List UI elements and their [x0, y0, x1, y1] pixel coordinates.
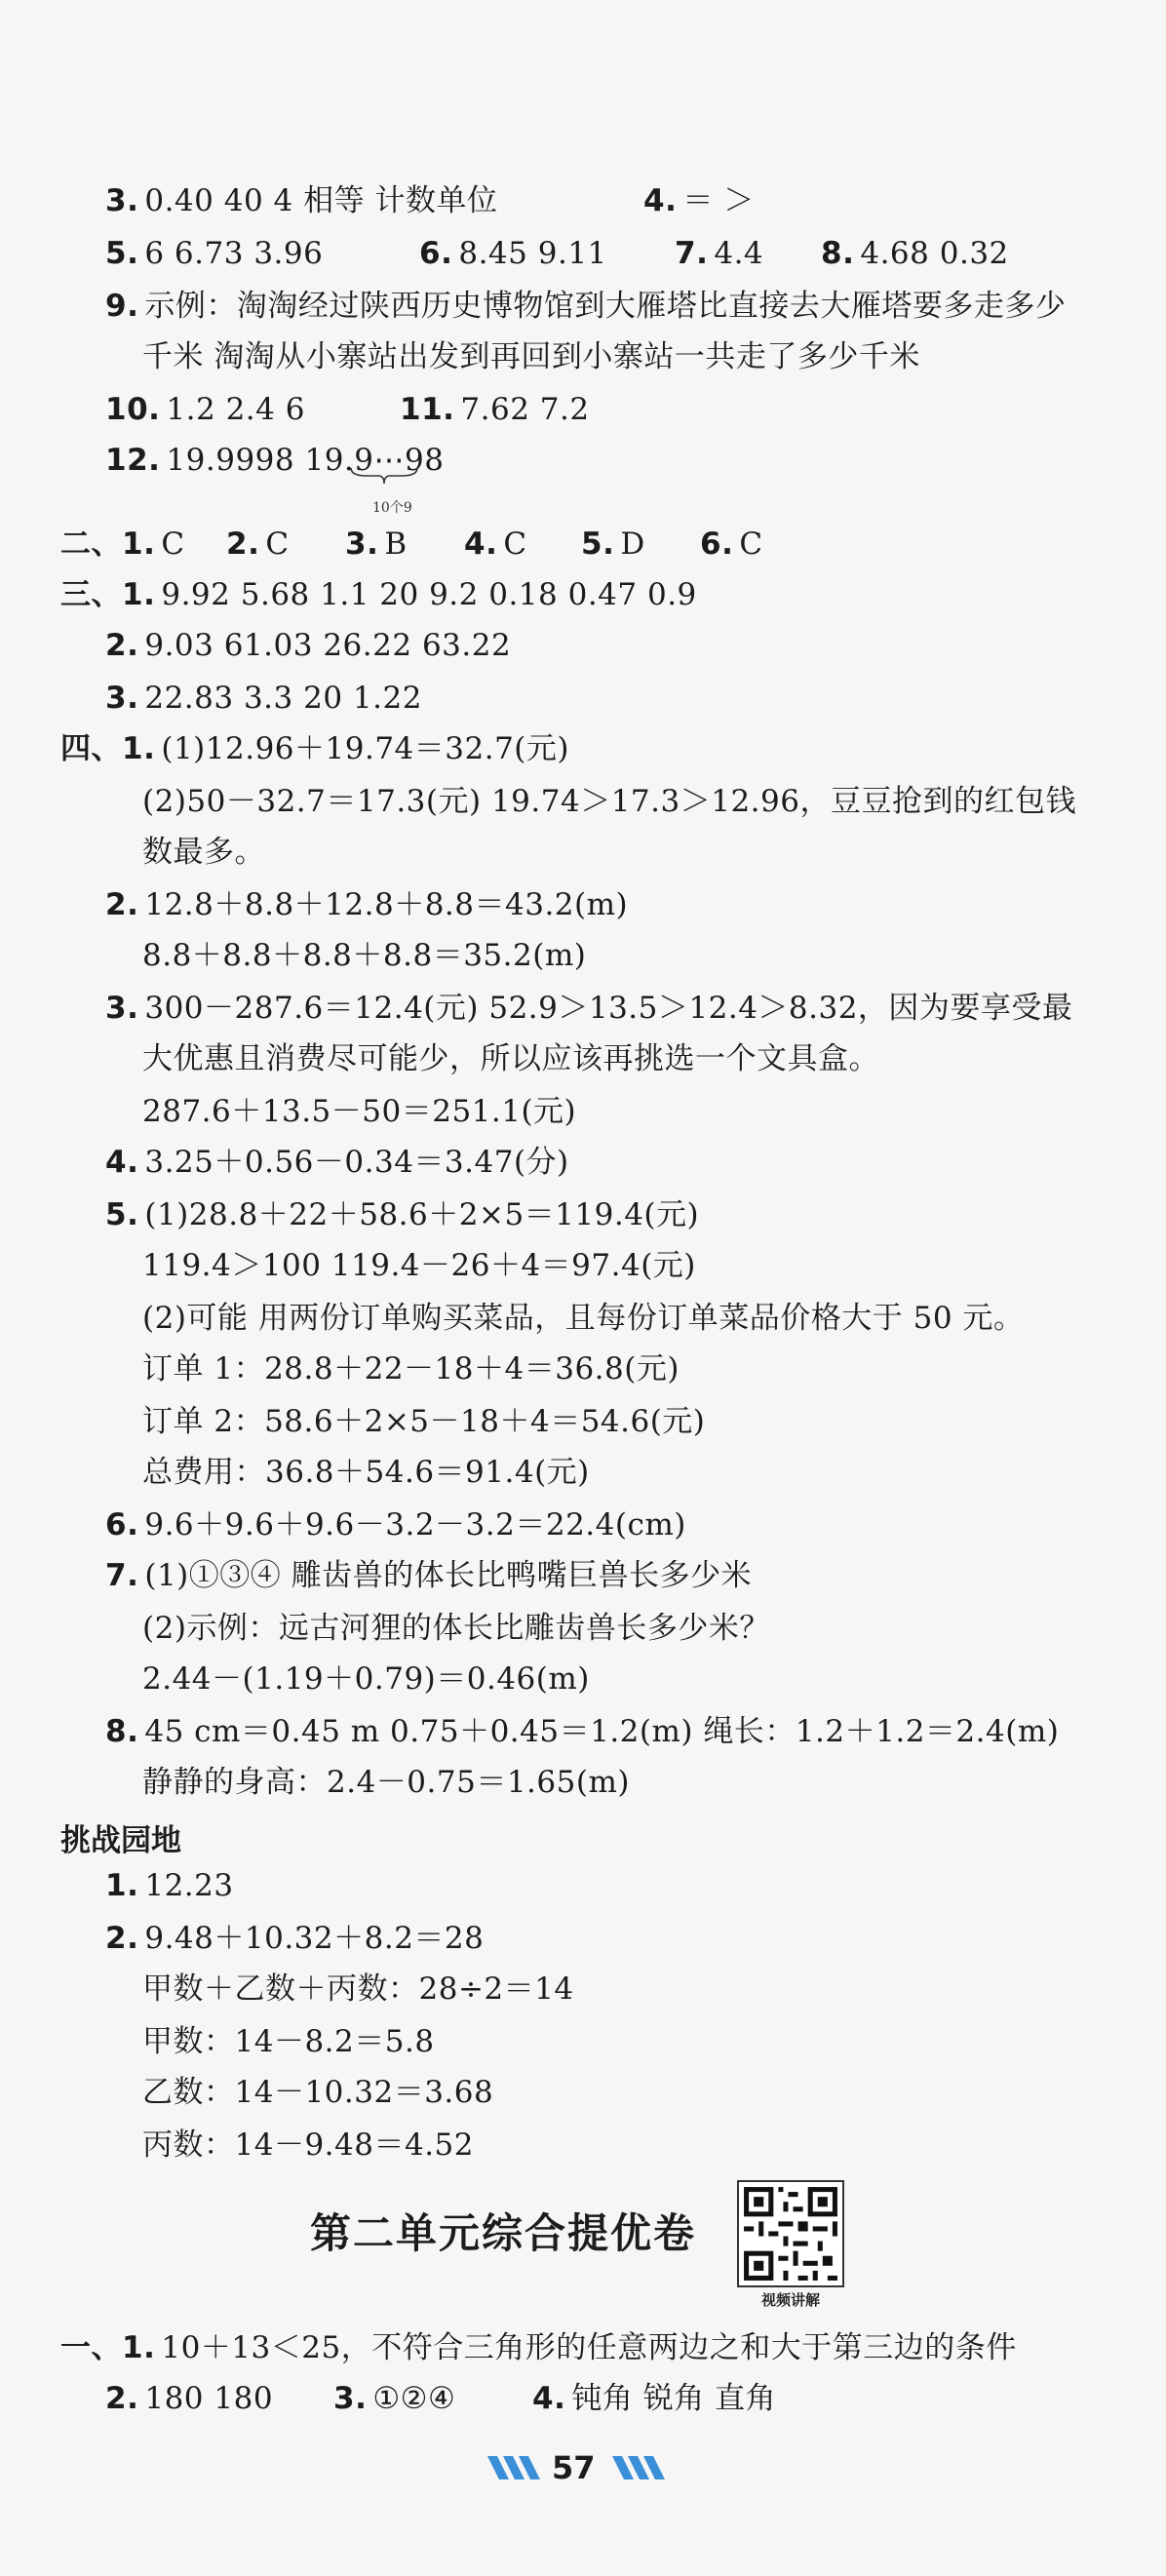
answer-6: 6. 8.45 9.11: [419, 236, 607, 271]
answer-12: 12. 19.9998 19.9⋯98: [105, 443, 445, 478]
answer-5: 5. 6 6.73 3.96: [105, 236, 324, 271]
section-4-q2: 2. 12.8＋8.8＋12.8＋8.8＝43.2(m): [105, 887, 629, 922]
left-stripes-decoration: [487, 2456, 546, 2479]
answer-11: 11. 7.62 7.2: [400, 392, 590, 427]
section-4-q4: 4. 3.25＋0.56－0.34＝3.47(分): [105, 1145, 569, 1180]
section-2-q4: 4. C: [464, 527, 527, 562]
answer-3: 3. 0.40 40 4 相等 计数单位: [105, 183, 498, 218]
underbrace: [349, 466, 419, 486]
section-3-q2: 2. 9.03 61.03 26.22 63.22: [105, 628, 512, 663]
section-4-q7-line2: (2)示例：远古河狸的体长比雕齿兽长多少米？: [142, 1611, 770, 1646]
section-2-q6: 6. C: [700, 527, 763, 562]
answer-4: 4. ＝ ＞: [643, 183, 755, 218]
answer-8: 8. 4.68 0.32: [821, 236, 1009, 271]
section-4-q7: 7. (1)①③④ 雕齿兽的体长比鸭嘴巨兽长多少米: [105, 1558, 753, 1593]
challenge-q2-line3: 甲数：14－8.2＝5.8: [142, 2024, 435, 2059]
section-4-q3-line2: 大优惠且消费尽可能少，所以应该再挑选一个文具盒。: [142, 1041, 879, 1076]
challenge-q2-line2: 甲数＋乙数＋丙数：28÷2＝14: [142, 1971, 574, 2007]
section-4-q8: 8. 45 cm＝0.45 m 0.75＋0.45＝1.2(m) 绳长：1.2＋1.2＝2.4(m): [105, 1714, 1060, 1749]
section-4-q5-line5: 订单 2：58.6＋2×5－18＋4＝54.6(元): [142, 1404, 706, 1439]
page-number: 57: [552, 2449, 596, 2486]
section-4-q5-line3: (2)可能 用两份订单购买菜品，且每份订单菜品价格大于 50 元。: [142, 1301, 1025, 1336]
section-4-q2-line2: 8.8＋8.8＋8.8＋8.8＝35.2(m): [142, 938, 587, 973]
section-2-q1: 二、1. C: [60, 527, 185, 562]
section-4-q5: 5. (1)28.8＋22＋58.6＋2×5＝119.4(元): [105, 1197, 700, 1232]
answer-9-cont: 千米 淘淘从小寨站出发到再回到小寨站一共走了多少千米: [142, 339, 920, 374]
section-4-q5-line2: 119.4＞100 119.4－26＋4＝97.4(元): [142, 1248, 696, 1283]
unit-title: 第二单元综合提优卷: [310, 2209, 697, 2257]
section-4-q1-part2: (2)50－32.7＝17.3(元) 19.74＞17.3＞12.96，豆豆抢到的红包钱: [142, 784, 1076, 819]
unit2-section-1-q4: 4. 钝角 锐角 直角: [532, 2381, 777, 2416]
challenge-q1: 1. 12.23: [105, 1868, 234, 1903]
qr-code-icon[interactable]: [737, 2180, 844, 2287]
section-3-q1: 三、1. 9.92 5.68 1.1 20 9.2 0.18 0.47 0.9: [60, 577, 697, 612]
section-3-q3: 3. 22.83 3.3 20 1.22: [105, 681, 422, 716]
section-4-q1: 四、1. (1)12.96＋19.74＝32.7(元): [60, 731, 569, 766]
section-4-q6: 6. 9.6＋9.6＋9.6－3.2－3.2＝22.4(cm): [105, 1507, 686, 1542]
challenge-q2-line4: 乙数：14－10.32＝3.68: [142, 2075, 494, 2110]
section-4-q5-line6: 总费用：36.8＋54.6＝91.4(元): [142, 1455, 590, 1490]
section-4-q3: 3. 300－287.6＝12.4(元) 52.9＞13.5＞12.4＞8.32，因为要享受最: [105, 991, 1073, 1026]
unit2-section-1-q2: 2. 180 180: [105, 2381, 274, 2416]
challenge-heading: 挑战园地: [60, 1823, 181, 1858]
underbrace-note: 10个9: [372, 500, 412, 516]
section-4-q1-part2-cont: 数最多。: [142, 835, 265, 870]
section-2-q2: 2. C: [226, 527, 290, 562]
section-2-q3: 3. B: [345, 527, 408, 562]
unit2-section-1-q3: 3. ①②④: [333, 2381, 456, 2416]
section-2-q5: 5. D: [581, 527, 645, 562]
section-4-q3-line3: 287.6＋13.5－50＝251.1(元): [142, 1094, 577, 1129]
qr-label: 视频讲解: [760, 2291, 820, 2309]
answer-9: 9. 示例：淘淘经过陕西历史博物馆到大雁塔比直接去大雁塔要多走多少: [105, 289, 1067, 324]
answer-10: 10. 1.2 2.4 6: [105, 392, 305, 427]
answer-7: 7. 4.4: [675, 236, 764, 271]
challenge-q2-line5: 丙数：14－9.48＝4.52: [142, 2127, 474, 2163]
challenge-q2: 2. 9.48＋10.32＋8.2＝28: [105, 1921, 485, 1956]
section-4-q8-line2: 静静的身高：2.4－0.75＝1.65(m): [142, 1765, 630, 1800]
section-4-q7-line3: 2.44－(1.19＋0.79)＝0.46(m): [142, 1661, 590, 1697]
right-stripes-decoration: [612, 2456, 671, 2479]
section-4-q5-line4: 订单 1：28.8＋22－18＋4＝36.8(元): [142, 1351, 680, 1386]
unit2-section-1-q1: 一、1. 10＋13＜25，不符合三角形的任意两边之和大于第三边的条件: [60, 2330, 1017, 2365]
